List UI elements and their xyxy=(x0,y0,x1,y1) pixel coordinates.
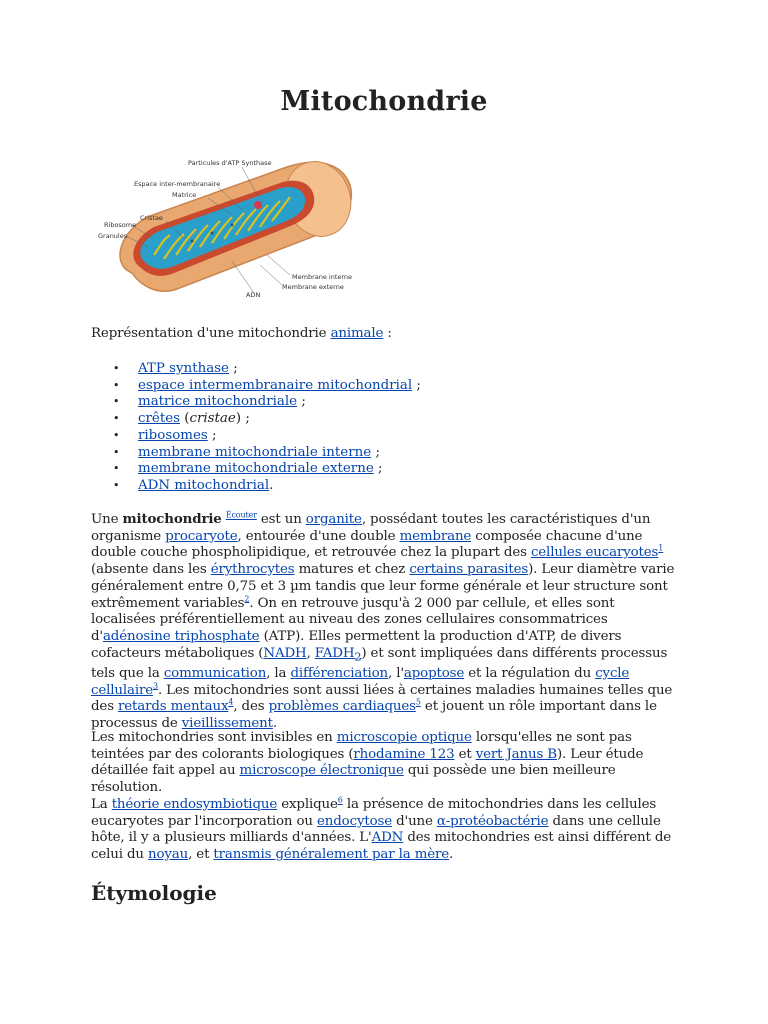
text: , xyxy=(306,645,315,661)
link-espace-intermembranaire[interactable]: espace intermembranaire mitochondrial xyxy=(138,377,413,393)
fadh-subscript: 2 xyxy=(354,650,362,664)
text: la présence de mitochondries dans les cellules eucaryotes par l'incorporation ou xyxy=(91,797,657,829)
text: (ATP). Elles permettent la production d'ATP, de divers cofacteurs métaboliques ( xyxy=(91,628,622,661)
list-item xyxy=(91,394,421,411)
text: La xyxy=(91,797,112,812)
link-differenciation[interactable]: différenciation xyxy=(290,666,389,681)
text: , et xyxy=(188,847,214,863)
list-suffix: ; xyxy=(207,427,217,443)
link-transmis-par-la-mere[interactable]: transmis généralement par la mère xyxy=(213,847,450,863)
list-mid: ( xyxy=(180,411,190,427)
link-membrane[interactable]: membrane xyxy=(399,528,472,544)
list-suffix: ; xyxy=(297,394,306,410)
link-noyau[interactable]: noyau xyxy=(147,847,189,863)
link-organite[interactable]: organite xyxy=(305,512,362,527)
text: des mitochondries est ainsi différent de celui du xyxy=(91,830,672,863)
link-endocytose[interactable]: endocytose xyxy=(317,813,393,829)
list-item xyxy=(91,361,421,378)
link-vert-janus-b[interactable]: vert Janus B xyxy=(475,746,557,762)
text: . xyxy=(449,847,454,863)
link-membrane-externe[interactable]: membrane mitochondriale externe xyxy=(138,461,374,477)
caption-text: Représentation d'une mitochondrie xyxy=(91,326,331,341)
label-membrane-externe: Membrane externe xyxy=(282,283,344,291)
link-rhodamine-123[interactable]: rhodamine 123 xyxy=(353,746,455,762)
link-animale[interactable]: animale xyxy=(330,326,384,341)
text: , l' xyxy=(388,666,404,681)
label-granules: Granules xyxy=(98,232,128,240)
link-cellules-eucaryotes[interactable]: cellules eucaryotes xyxy=(530,545,659,561)
list-item xyxy=(91,445,421,462)
link-certains-parasites[interactable]: certains parasites xyxy=(409,562,529,578)
text: et xyxy=(454,746,476,762)
text: et la régulation du xyxy=(464,666,596,681)
text: , la xyxy=(266,666,291,681)
link-alpha-proteobacterie[interactable]: α-protéobactérie xyxy=(436,813,549,829)
list-suffix: ; xyxy=(412,377,421,393)
link-fadh2[interactable] xyxy=(314,645,362,664)
endosymbiosis-paragraph xyxy=(91,797,681,864)
link-theorie-endosymbiotique[interactable]: théorie endosymbiotique xyxy=(111,797,278,812)
text: , entourée d'une double xyxy=(237,528,400,544)
page-title: Mitochondrie xyxy=(280,86,488,117)
text: qui possède une bien meilleure résolution. xyxy=(91,763,616,796)
list-item xyxy=(91,478,421,495)
list-item xyxy=(91,411,421,428)
mitochondria-body xyxy=(120,155,361,291)
link-erythrocytes[interactable]: érythrocytes xyxy=(210,562,295,578)
link-atp-synthase[interactable]: ATP synthase xyxy=(138,361,229,376)
footnote-4[interactable]: 4 xyxy=(228,697,234,707)
link-nadh[interactable]: NADH xyxy=(263,645,307,661)
text: lorsqu'elles ne sont pas teintées par des colorants biologiques ( xyxy=(91,730,632,762)
footnote-3[interactable]: 3 xyxy=(153,681,158,691)
text: est un xyxy=(256,512,306,527)
label-espace: Espace inter-membranaire xyxy=(134,180,221,188)
link-retards-mentaux[interactable]: retards mentaux xyxy=(118,699,229,715)
component-list xyxy=(91,361,421,495)
text: dans une cellule hôte, il y a plusieurs milliards d'années. L' xyxy=(91,813,661,846)
link-cycle-cellulaire[interactable]: cycle cellulaire xyxy=(91,666,630,698)
link-problemes-cardiaques[interactable]: problèmes cardiaques xyxy=(268,699,416,715)
footnote-6[interactable]: 6 xyxy=(337,795,343,805)
link-membrane-interne[interactable]: membrane mitochondriale interne xyxy=(138,444,372,460)
link-adn[interactable]: ADN xyxy=(371,830,404,846)
text: Les mitochondries sont invisibles en xyxy=(91,730,337,745)
link-microscope-electronique[interactable]: microscope électronique xyxy=(239,763,404,779)
label-ribosome: Ribosome xyxy=(104,221,137,229)
list-suffix: ; xyxy=(373,461,383,477)
text: d'une xyxy=(392,813,437,829)
footnote-2[interactable]: 2 xyxy=(244,594,250,604)
list-item xyxy=(91,378,421,395)
footnote-1[interactable]: 1 xyxy=(658,543,664,553)
list-suffix: ; xyxy=(371,444,380,460)
link-adn-mitochondrial[interactable]: ADN mitochondrial xyxy=(138,477,270,493)
list-item xyxy=(91,461,421,478)
text: . xyxy=(272,716,277,732)
footnote-5[interactable]: 5 xyxy=(415,697,421,707)
intro-paragraph xyxy=(91,511,681,733)
link-microscopie-optique[interactable]: microscopie optique xyxy=(336,730,472,745)
label-membrane-interne: Membrane interne xyxy=(292,273,353,281)
list-italic: cristae xyxy=(189,411,236,427)
mitochondria-diagram xyxy=(92,155,392,305)
text: ). Leur étude détaillée fait appel au xyxy=(91,746,644,779)
text: matures et chez xyxy=(294,562,410,578)
text: ). Leur diamètre varie généralement entre 0,75 et 3 µm tandis que leur forme générale et leur structure sont extrêmement variables xyxy=(91,562,675,611)
link-adenosine-triphosphate[interactable]: adénosine triphosphate xyxy=(102,628,260,644)
text: (absente dans les xyxy=(91,562,211,578)
link-ecouter[interactable]: Écouter xyxy=(225,510,257,520)
text: , des xyxy=(233,699,269,715)
link-procaryote[interactable]: procaryote xyxy=(165,528,238,544)
text: , possédant toutes les caractéristiques d'un organisme xyxy=(91,512,651,544)
caption-suffix: : xyxy=(383,326,392,341)
list-item xyxy=(91,428,421,445)
link-apoptose[interactable]: apoptose xyxy=(403,666,465,681)
link-vieillissement[interactable]: vieillissement xyxy=(181,716,273,732)
figure-caption xyxy=(91,326,681,343)
list-suffix: ) ; xyxy=(235,411,250,427)
text: ) et sont impliquées dans différents processus tels que la xyxy=(91,645,668,681)
text: et jouent un rôle important dans le processus de xyxy=(91,699,657,732)
link-matrice[interactable]: matrice mitochondriale xyxy=(138,394,298,410)
microscopy-paragraph xyxy=(91,730,681,797)
label-atp-synthase: Particules d'ATP Synthase xyxy=(188,159,272,167)
list-suffix: ; xyxy=(228,361,238,376)
label-cristae: Cristae xyxy=(140,214,163,222)
text: . Les mitochondries sont aussi liées à certaines maladies humaines telles que des xyxy=(91,682,673,715)
list-suffix: . xyxy=(269,477,274,493)
label-adn: ADN xyxy=(246,291,261,299)
fadh-text: FADH xyxy=(314,645,355,661)
mitochondria-illustration xyxy=(92,155,392,305)
term-bold: mitochondrie xyxy=(122,511,222,527)
text: explique xyxy=(277,797,338,812)
link-communication[interactable]: communication xyxy=(163,666,267,681)
label-matrice: Matrice xyxy=(172,191,197,199)
link-cretes[interactable]: crêtes xyxy=(138,411,181,427)
section-heading-etymologie: Étymologie xyxy=(91,881,217,905)
text: composée chacune d'une double couche phospholipidique, et retrouvée chez la plupart des xyxy=(91,528,643,561)
text: Une xyxy=(91,512,123,527)
link-ribosomes[interactable]: ribosomes xyxy=(138,427,208,443)
text: . On en retrouve jusqu'à 2 000 par cellule, et elles sont localisées préférentiellement au niveau des zones cellulaires consommatrices d' xyxy=(91,595,615,644)
